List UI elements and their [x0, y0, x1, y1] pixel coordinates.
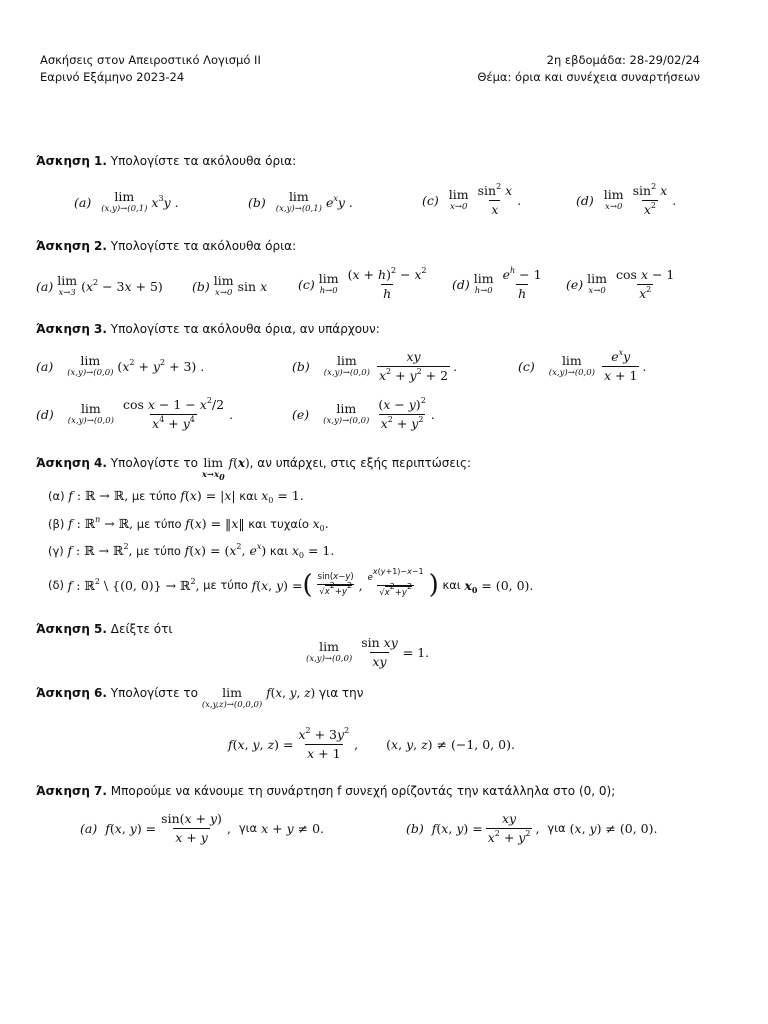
- ex3-c: (c) lim (x,y)→(0,0) $\frac{e^xy}{x + 1}$ .: [518, 347, 647, 383]
- exercise-7-text: Μπορούμε να κάνουμε τη συνάρτηση f συνεχή ορίζοντάς την κατάλληλα στο (0, 0);: [110, 784, 616, 798]
- exercise-2-heading: [36, 239, 296, 253]
- ex4-item-d: (δ) f : ℝ$^2$ \ {(0, 0)} → ℝ$^2$, με τύπο f(x, y) = ( $\frac{\sin(x-y)}{√x^2+y^2}$ , $\frac{e^{x(y+1)-x-1}}{√x^2+y^2}$ ) και $x_0 = (0$, 0).: [48, 566, 534, 600]
- exercise-1-text: Υπολογίστε τα ακόλουθα όρια:: [110, 154, 297, 168]
- ex1-a: (a) lim (x,y)→(0,1) $x^3y$ .: [74, 189, 179, 214]
- ex4-item-b: (β) f : ℝ$^n$ → ℝ, με τύπο f(x) = ‖x‖ και τυχαίο $x_0$.: [48, 515, 329, 533]
- ex7-b-for: για: [547, 821, 566, 835]
- ex2-c: (c) lim h→0 $\frac{(x + h)^2 - x^2}{h}$: [298, 265, 427, 301]
- exercise-2-text: Υπολογίστε τα ακόλουθα όρια:: [110, 239, 297, 253]
- week-date: 2η εβδομάδα: 28-29/02/24: [546, 53, 700, 67]
- ex3-e: (e) lim (x,y)→(0,0) $\frac{(x - y)^2}{x^2 + y^2}$ .: [292, 395, 435, 431]
- exercise-6-text-before: Υπολογίστε το: [110, 686, 198, 700]
- course-header: [40, 52, 261, 86]
- exercise-4-text-before: Υπολογίστε το: [110, 456, 198, 470]
- ex1-c: (c) lim x→0 $\frac{\sin^2 x}{x}$ .: [422, 181, 522, 217]
- exercise-6-heading: Άσκηση 6. Υπολογίστε το lim (x,y,z)→(0,0,0) f(x, y, z) για την: [36, 685, 364, 710]
- course-title: Ασκήσεις στον Απειροστικό Λογισμό ΙΙ: [40, 53, 261, 67]
- exercise-3-title: Άσκηση 3.: [36, 322, 107, 336]
- exercise-5-heading: [36, 622, 172, 636]
- ex3-d: (d) lim (x,y)→(0,0) $\frac{\cos x - 1 - x^2/2}{x^4 + y^4}$ .: [36, 395, 234, 431]
- exercise-3-text: Υπολογίστε τα ακόλουθα όρια, αν υπάρχουν:: [110, 322, 380, 336]
- exercise-7-heading: [36, 784, 615, 798]
- ex1-b: (b) lim (x,y)→(0,1) $e^xy$ .: [248, 189, 353, 214]
- ex5-formula: lim (x,y)→(0,0) $\frac{\text{sin xy}}{xy}$ = 1.: [306, 634, 430, 669]
- ex2-e: (e) lim x→0 $\frac{\text{cos x − 1}}{x^2}$: [566, 266, 675, 301]
- ex3-b: (b) lim (x,y)→(0,0) $\frac{xy}{x^2 + y^2 + 2}$ .: [292, 348, 458, 383]
- exercise-6-text-after: για την: [319, 686, 364, 700]
- exercise-5-text: Δείξτε ότι: [110, 622, 173, 636]
- ex7-b: (b) f(x, y) = $\frac{xy}{x^2 + y^2}$ , για (x, y) ≠ (0, 0).: [406, 810, 658, 845]
- ex4-item-c: (γ) f : ℝ → ℝ$^2$, με τύπο $f(x) = (x^2$, $e^x$) και $x_0 = 1$.: [48, 542, 335, 560]
- exercise-4-heading: Άσκηση 4. Υπολογίστε το lim $x\to x_0$ f(x) , αν υπάρχει, στις εξής περιπτώσεις:: [36, 455, 472, 482]
- topic: Θέμα: όρια και συνέχεια συναρτήσεων: [477, 70, 700, 84]
- ex3-a: (a) lim (x,y)→(0,0) $(x^2 + y^2 + 3)$ .: [36, 353, 205, 378]
- ex7-a: (a) f(x, y) = $\frac{\sin(x + y)}{x + y}$ , για x + y ≠ 0.: [80, 810, 325, 845]
- exercise-1-title: Άσκηση 1.: [36, 154, 107, 168]
- ex6-formula: f(x, y, z) = $\frac{x^2 + 3y^2}{x + 1}$ , (x, y, z) ≠ (−1, 0, 0).: [228, 725, 515, 761]
- semester: Εαρινό Εξάμηνο 2023-24: [40, 70, 185, 84]
- ex2-b: (b) lim x→0 sin x: [192, 273, 268, 298]
- exercise-6-title: Άσκηση 6.: [36, 686, 107, 700]
- ex2-d: (d) lim h→0 $\frac{e^h - 1}{h}$: [452, 265, 542, 301]
- exercise-7-title: Άσκηση 7.: [36, 784, 107, 798]
- ex7-a-for: για: [238, 821, 258, 835]
- exercise-3-heading: [36, 322, 380, 336]
- ex4-item-a: (α) f : ℝ → ℝ, με τύπο f(x) = |x| και $x_0 = 1$.: [48, 488, 304, 505]
- exercise-5-title: Άσκηση 5.: [36, 622, 107, 636]
- exercise-1-heading: [36, 154, 296, 168]
- ex1-d: (d) lim x→0 $\frac{\sin^2 x}{x^2}$ .: [576, 181, 677, 217]
- exercise-4-title: Άσκηση 4.: [36, 456, 107, 470]
- exercise-2-title: Άσκηση 2.: [36, 239, 107, 253]
- exercise-4-text-after: , αν υπάρχει, στις εξής περιπτώσεις:: [249, 456, 472, 470]
- ex2-a: (a) lim x→3 $(x^2 - 3x + 5)$: [36, 273, 163, 298]
- week-header: [477, 52, 700, 86]
